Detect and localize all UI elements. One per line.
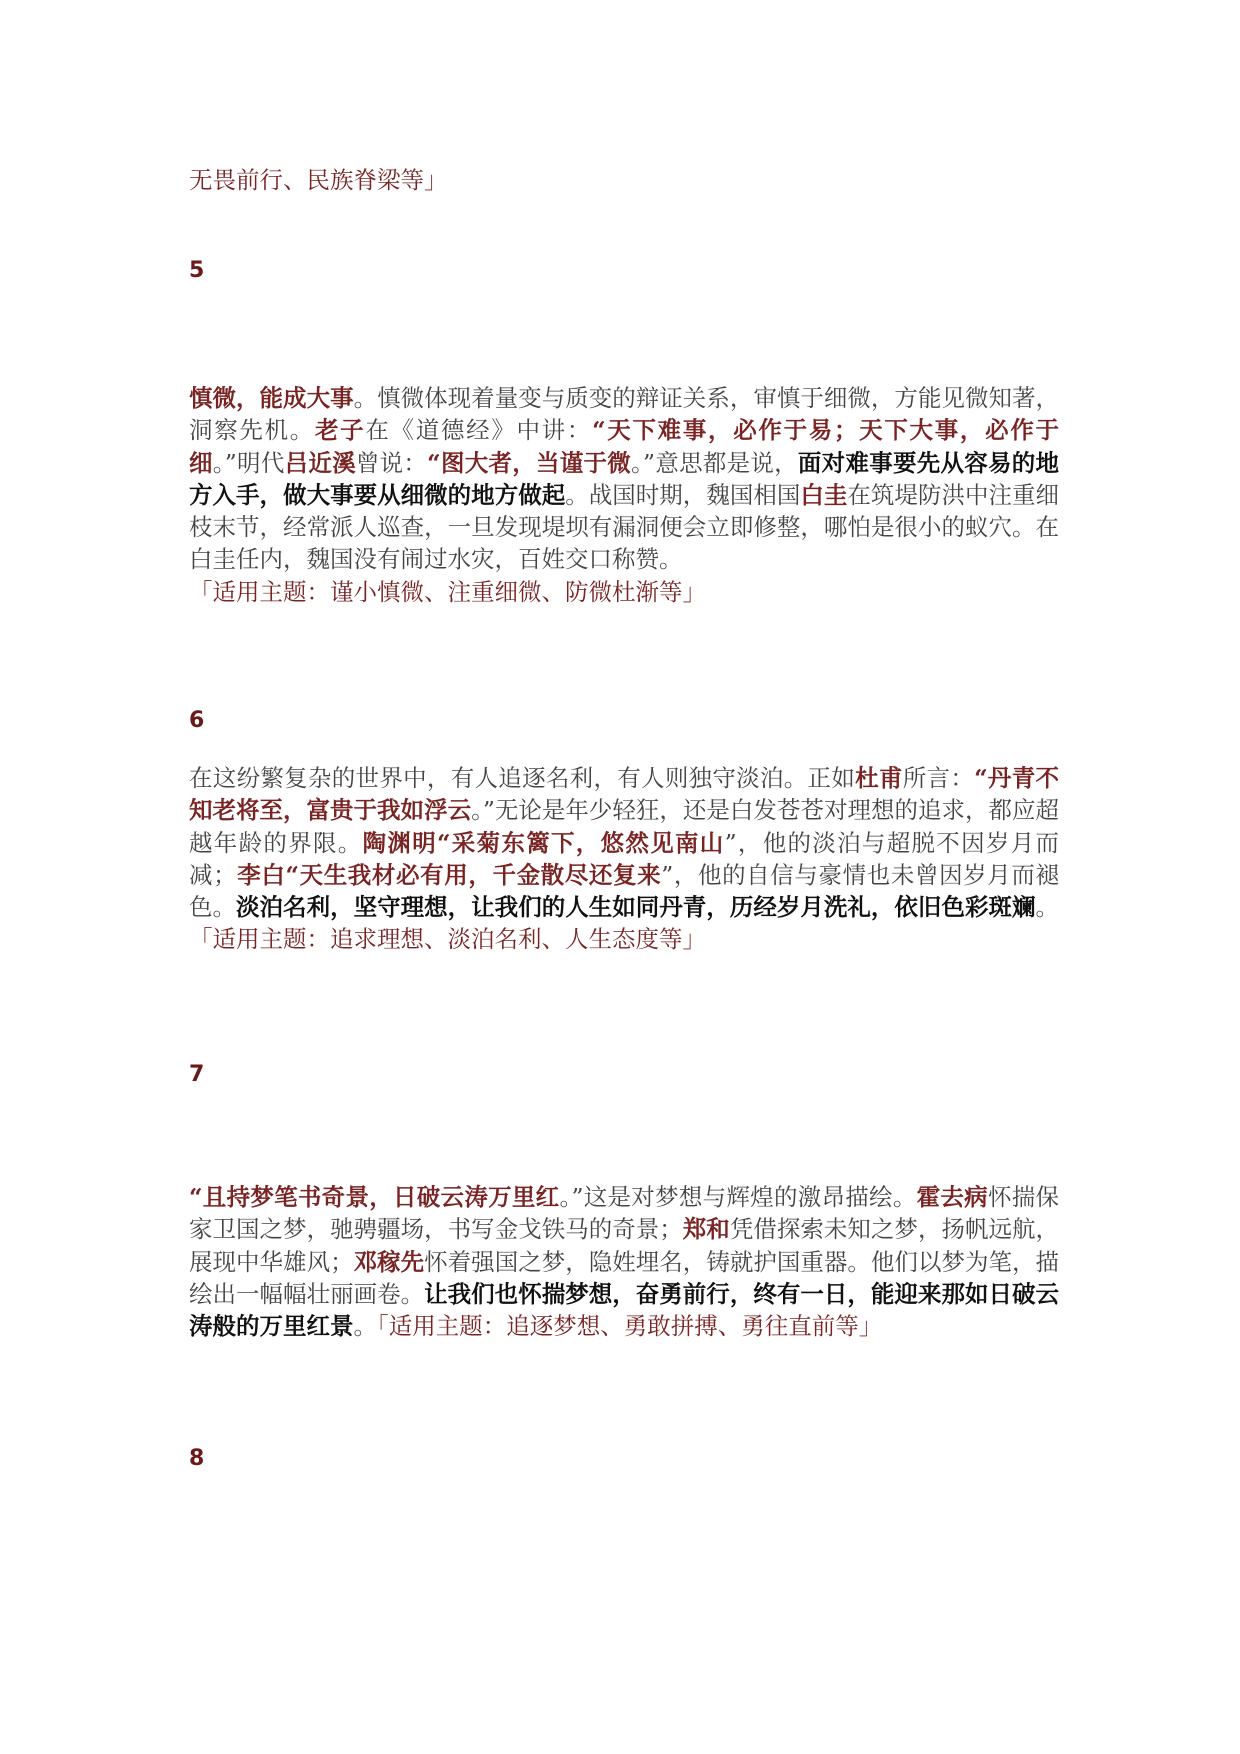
- text-run: 在这纷繁复杂的世界中，有人追逐名利，有人则独守淡泊。正如: [189, 764, 856, 792]
- text-run: ”，他的自信与豪情也未曾因岁月而褪色。: [189, 860, 1060, 922]
- text-run: 曾说：: [355, 448, 428, 477]
- theme-tag: 「适用主题：追求理想、淡泊名利、人生态度等」: [189, 925, 706, 954]
- text-run: 在筑堤防洪中注重细枝末节，经常派人巡查，一旦发现堤坝有漏洞便会立即修整，哪怕是很小的蚁穴。在白圭任内，魏国没有闹过水灾，百姓交口称赞。: [189, 480, 1060, 574]
- paragraph-body: [189, 1183, 1059, 1340]
- text-run: 。: [353, 1312, 377, 1341]
- paragraph-body: [189, 764, 1059, 953]
- section-number-7: 7: [189, 1062, 205, 1087]
- text-run: 。”无论是年少轻狂，还是白发苍苍对理想的追求，都应超越年龄的界限。: [189, 796, 1059, 857]
- emphasis-run: 面对难事要先从容易的地方入手，做大事要从细微的地方做起: [189, 448, 1060, 509]
- text-run: 。”意思都是说，: [631, 448, 798, 477]
- emphasis-run: “丹青不知老将至，富贵于我如浮云: [189, 764, 1060, 825]
- text-run: ”，他的淡泊与超脱不因岁月而减；: [189, 828, 1059, 889]
- emphasis-run: “且持梦笔书奇景，日破云涛万里红: [189, 1183, 560, 1211]
- theme-tag: 「适用主题：追逐梦想、勇敢拼搏、勇往直前等」: [377, 1312, 883, 1341]
- text-run: 。战国时期，魏国相国: [565, 480, 801, 509]
- text-run: 在《道德经》中讲：: [365, 416, 593, 445]
- section-number-5: 5: [189, 258, 205, 283]
- emphasis-run: 李白“天生我材必有用，千金散尽还复来: [236, 860, 662, 889]
- intro-theme-line: 无畏前行、民族脊梁等」: [189, 166, 448, 194]
- text-run: 。慎微体现着量变与质变的辩证关系，审慎于细微，方能见微知著，洞察先机。: [189, 384, 1060, 445]
- text-run: 。”这是对梦想与辉煌的激昂描绘。: [559, 1183, 917, 1211]
- section-5-paragraph: [189, 382, 1059, 608]
- section-6-paragraph: [189, 762, 1059, 956]
- emphasis-run: 让我们也怀揣梦想，奋勇前行，终有一日，能迎来那如日破云涛般的万里红景: [189, 1279, 1060, 1341]
- text-run: 。: [1035, 893, 1060, 922]
- theme-tag: 「适用主题：谨小慎微、注重细微、防微杜渐等」: [189, 577, 706, 606]
- text-run: 凭借探索未知之梦，扬帆远航，展现中华雄风；: [189, 1215, 1060, 1276]
- text-run: 怀着强国之梦，隐姓埋名，铸就护国重器。他们以梦为笔，描绘出一幅幅壮丽画卷。: [189, 1247, 1060, 1308]
- emphasis-run: 霍去病: [916, 1183, 988, 1211]
- emphasis-run: 慎微，能成大事: [189, 384, 354, 412]
- text-run: 。”明代: [212, 448, 285, 477]
- emphasis-run: 白圭: [800, 480, 848, 509]
- emphasis-run: 郑和: [682, 1215, 730, 1244]
- emphasis-run: 陶渊明“采菊东篱下，悠然见南山: [362, 828, 725, 857]
- section-number-6: 6: [189, 708, 205, 733]
- paragraph-body: [189, 384, 1059, 573]
- section-7-paragraph: [189, 1181, 1059, 1342]
- emphasis-run: “图大者，当谨于微: [427, 448, 632, 477]
- text-run: 所言：: [902, 764, 975, 792]
- emphasis-run: 邓稼先: [353, 1247, 425, 1276]
- text-run: 怀揣保家卫国之梦，驰骋疆场，书写金戈铁马的奇景；: [189, 1183, 1060, 1244]
- section-number-8: 8: [189, 1446, 205, 1471]
- emphasis-run: 老子: [314, 416, 366, 445]
- emphasis-run: 吕近溪: [284, 448, 356, 477]
- emphasis-run: 淡泊名利，坚守理想，让我们的人生如同丹青，历经岁月洗礼，依旧色彩斑斓: [236, 893, 1036, 922]
- emphasis-run: 杜甫: [855, 764, 903, 792]
- emphasis-run: “天下难事，必作于易；天下大事，必作于细: [189, 416, 1060, 477]
